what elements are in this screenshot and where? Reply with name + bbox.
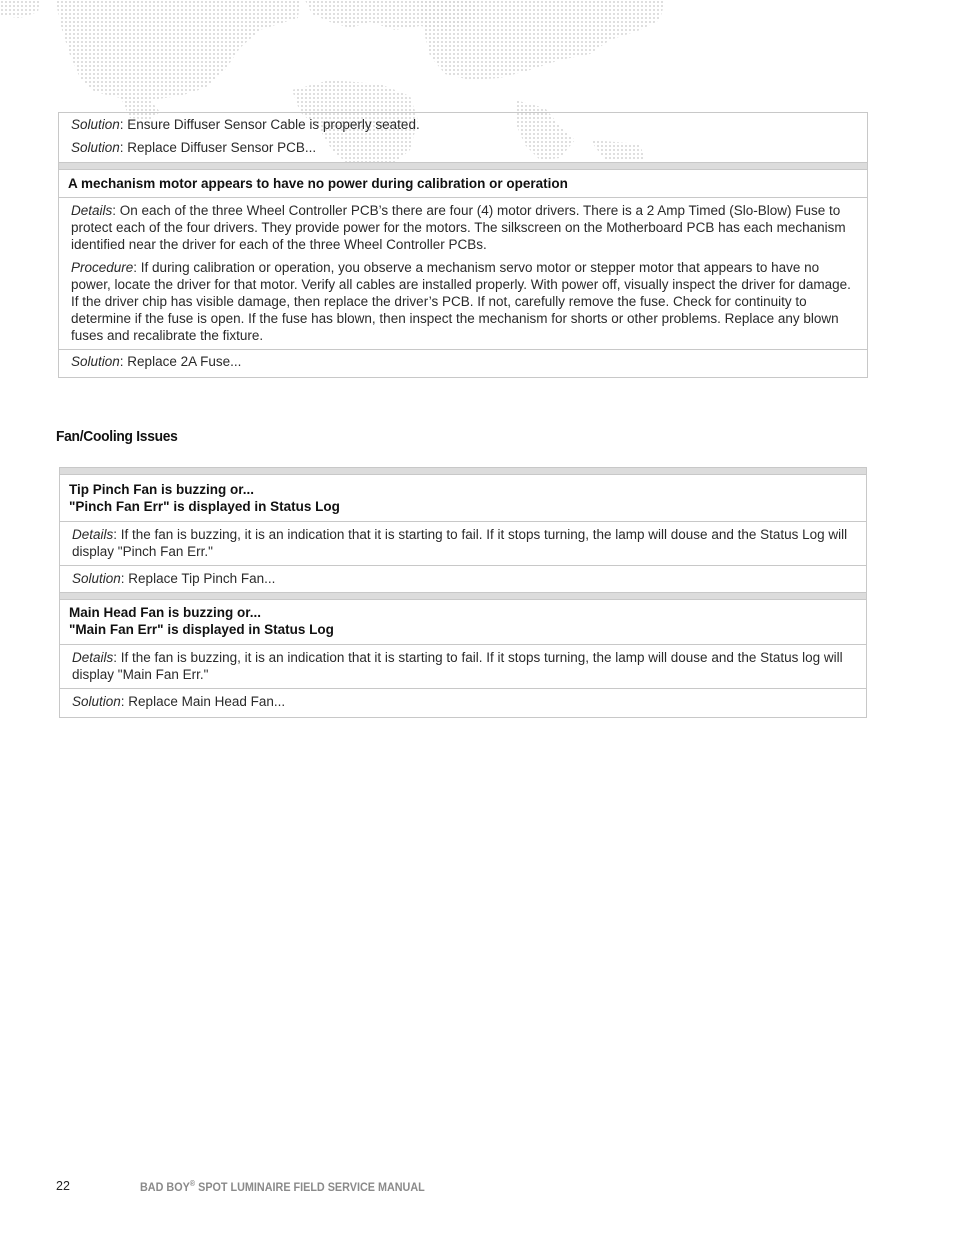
solution-label: Solution	[71, 117, 120, 132]
solution-row	[59, 349, 867, 377]
issue-title-line: Tip Pinch Fan is buzzing or...	[69, 482, 255, 497]
solution-text: : Replace 2A Fuse...	[119, 354, 242, 369]
manual-title-prefix: BAD BOY	[140, 1180, 190, 1194]
row-separator	[60, 592, 866, 600]
solution-row	[60, 688, 866, 717]
solution-text: : Ensure Diffuser Sensor Cable is properly seated.	[119, 117, 420, 132]
diffuser-motor-table	[58, 112, 868, 378]
registered-mark: ®	[189, 1179, 196, 1188]
details-text: : On each of the three Wheel Controller PCB’s there are four (4) motor drivers. There is a 2 Amp Timed (Slo-Blow) Fuse to protect each of the four drivers. They provide power for the motors. The silkscreen on the Motherboard PCB has each mechanism identified near the driver for each of the three Wheel Controller PCBs.	[71, 203, 846, 252]
issue-title	[60, 600, 866, 644]
details-label: Details	[72, 527, 114, 542]
solution-row	[60, 565, 866, 592]
solution-text: : Replace Main Head Fan...	[120, 694, 286, 709]
solution-text: : Replace Diffuser Sensor PCB...	[119, 140, 317, 155]
issue-title-line: "Pinch Fan Err" is displayed in Status Log	[69, 499, 340, 514]
section-heading: Fan/Cooling Issues	[56, 428, 178, 445]
solution-line	[71, 139, 855, 156]
issue-details-row	[60, 521, 866, 565]
manual-title	[140, 1179, 425, 1194]
solution-label: Solution	[71, 354, 120, 369]
issue-title	[60, 475, 866, 521]
solution-label: Solution	[72, 694, 121, 709]
issue-title-line: Main Head Fan is buzzing or...	[69, 605, 262, 620]
manual-title-suffix: SPOT LUMINAIRE FIELD SERVICE MANUAL	[195, 1180, 425, 1194]
issue-block	[58, 170, 868, 378]
page-number: 22	[56, 1179, 70, 1193]
details-paragraph	[71, 202, 855, 253]
solution-group	[58, 112, 868, 163]
fan-issue-block	[59, 467, 867, 718]
issue-details-row	[59, 197, 867, 349]
fan-cooling-table	[59, 467, 867, 718]
row-separator	[60, 468, 866, 475]
row-separator	[58, 163, 868, 170]
issue-details-row	[60, 644, 866, 688]
solution-text: : Replace Tip Pinch Fan...	[120, 571, 276, 586]
issue-title: A mechanism motor appears to have no power during calibration or operation	[68, 176, 568, 191]
details-label: Details	[71, 203, 113, 218]
procedure-label: Procedure	[71, 260, 134, 275]
procedure-text: : If during calibration or operation, you observe a mechanism servo motor or stepper motor that appears to have no power, locate the driver for that motor. Verify all cables are installed properly. With power off, visually inspect the driver for damage. If the driver chip has visible damage, then replace the driver’s PCB. If not, carefully remove the fuse. Check for continuity to determine if the fuse is open. If the fuse has blown, then inspect the mechanism for shorts or other problems. Replace any blown fuses and recalibrate the fixture.	[71, 260, 851, 343]
solution-label: Solution	[71, 140, 120, 155]
procedure-paragraph	[71, 259, 855, 344]
details-text: : If the fan is buzzing, it is an indication that it is starting to fail. If it stops turning, the lamp will douse and the Status Log will display "Pinch Fan Err."	[72, 527, 848, 559]
details-label: Details	[72, 650, 114, 665]
details-text: : If the fan is buzzing, it is an indication that it is starting to fail. If it stops turning, the lamp will douse and the Status log will display "Main Fan Err."	[72, 650, 843, 682]
solution-line	[71, 116, 855, 133]
solution-label: Solution	[72, 571, 121, 586]
issue-title-line: "Main Fan Err" is displayed in Status Log	[69, 622, 334, 637]
